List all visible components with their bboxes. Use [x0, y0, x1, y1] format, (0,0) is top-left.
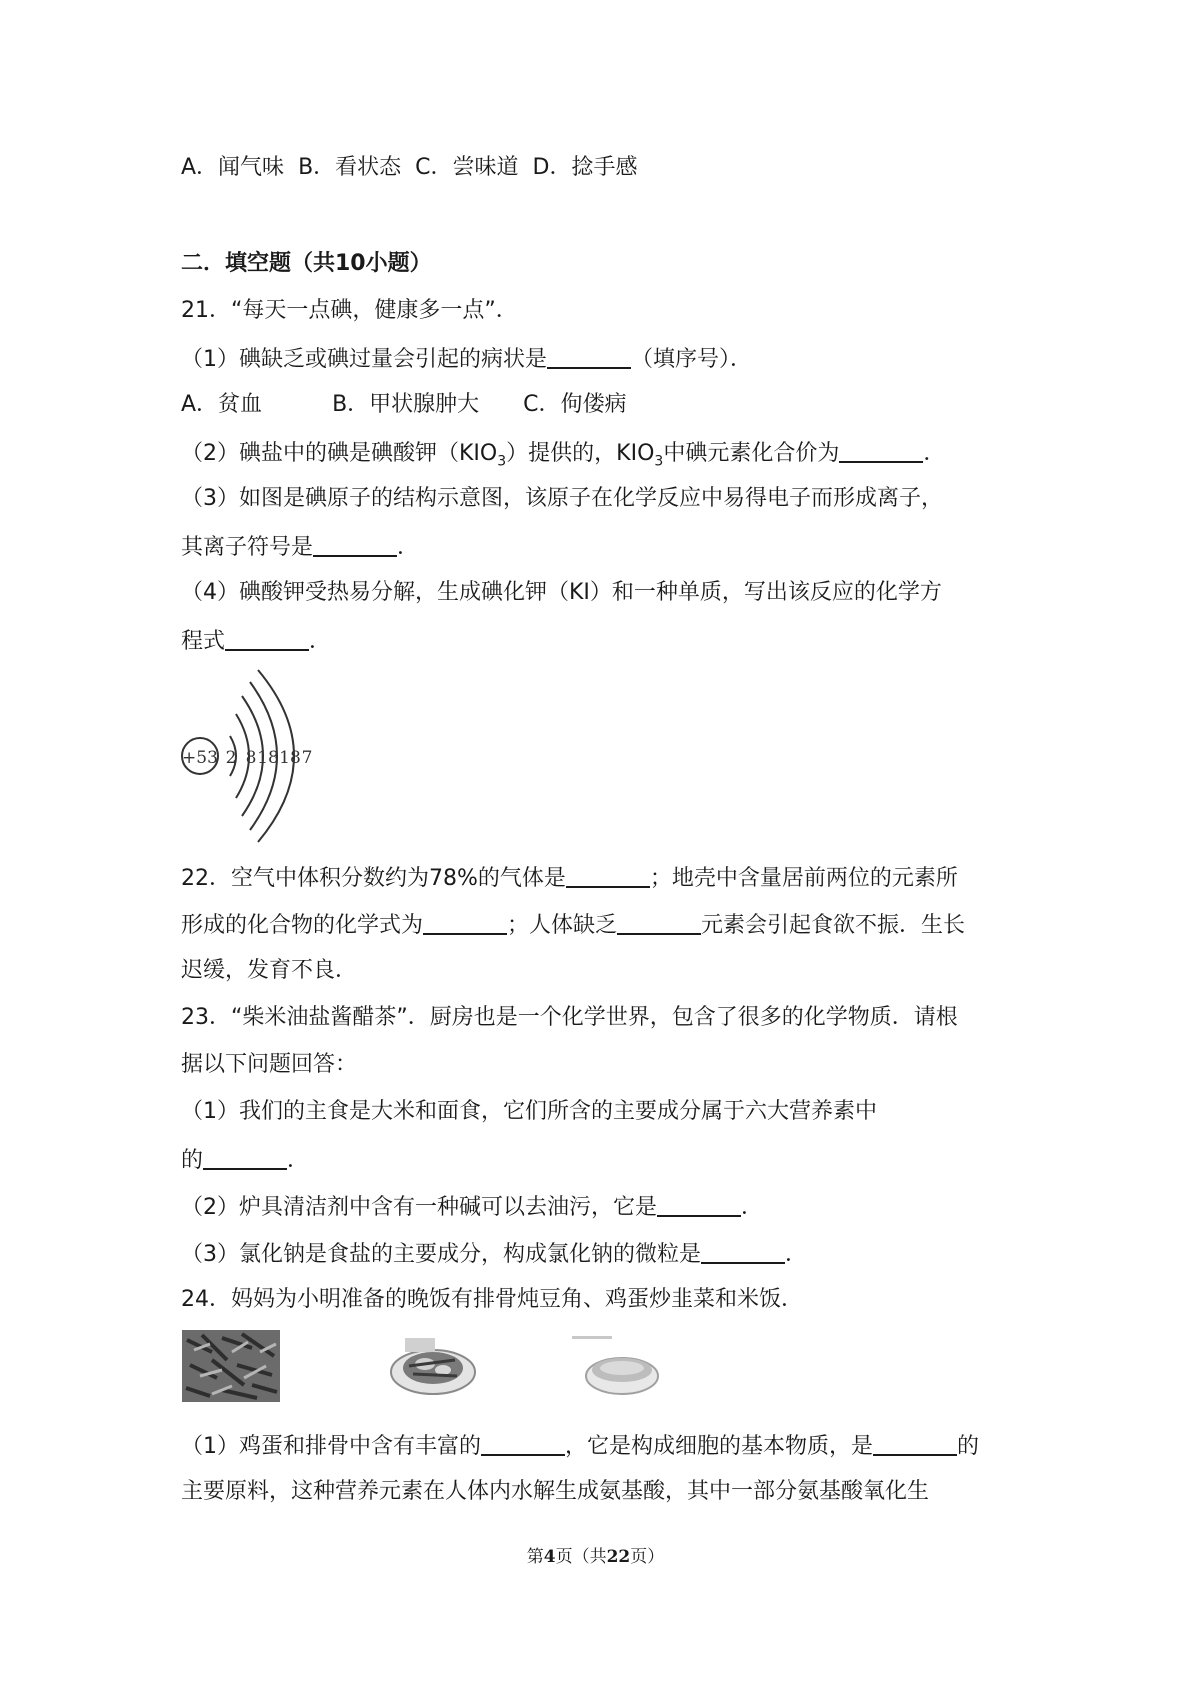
q23-line2: 据以下问题回答： [181, 1052, 358, 1077]
option-b: B．看状态 [298, 155, 402, 180]
ribs-beans-photo [182, 1330, 280, 1402]
iodine-atom-structure-diagram [180, 668, 340, 844]
q23-part1-line1: （1）我们的主食是大米和面食，它们所含的主要成分属于六大营养素中 [181, 1099, 877, 1124]
answer-blank[interactable] [203, 1144, 287, 1170]
answer-blank[interactable] [313, 531, 397, 557]
option-b: B．甲状腺肿大 [332, 392, 480, 417]
option-d: D．捻手感 [532, 155, 638, 180]
shell-electrons-2: 8 [245, 748, 257, 768]
shell-electrons-3: 18 [257, 748, 279, 768]
q21-part3-line2: 其离子符号是 ． [181, 531, 419, 563]
page-footer: 第4页（共22页） [526, 1547, 665, 1567]
q22-line2: 形成的化合物的化学式为 ；人体缺乏 元素会引起食欲不振．生长 [181, 909, 965, 941]
shell-electrons-1: 2 [225, 748, 237, 768]
q21-part4-line1: （4）碘酸钾受热易分解，生成碘化钾（KI）和一种单质，写出该反应的化学方 [181, 580, 942, 605]
egg-chives-photo [385, 1330, 481, 1400]
q23-part3: （3）氯化钠是食盐的主要成分，构成氯化钠的微粒是 ． [181, 1238, 807, 1270]
rice-bowl-photo [568, 1330, 664, 1400]
q24-stem: 24．妈妈为小明准备的晚饭有排骨炖豆角、鸡蛋炒韭菜和米饭． [181, 1287, 803, 1312]
nucleus-charge: +53 [182, 748, 218, 768]
answer-blank[interactable] [225, 625, 309, 651]
answer-blank[interactable] [566, 862, 650, 888]
option-a: A．贫血 [181, 392, 263, 417]
q24-part1-line1: （1）鸡蛋和排骨中含有丰富的 ，它是构成细胞的基本物质，是 的 [181, 1430, 979, 1462]
answer-blank[interactable] [839, 437, 923, 463]
answer-blank[interactable] [481, 1430, 565, 1456]
option-a: A．闻气味 [181, 155, 285, 180]
q21-options [181, 390, 627, 420]
q22-line3: 迟缓，发育不良． [181, 958, 358, 983]
option-c: C．佝偻病 [523, 392, 627, 417]
q24-part1-line2: 主要原料，这种营养元素在人体内水解生成氨基酸，其中一部分氨基酸氧化生 [181, 1479, 930, 1504]
section-title: 二．填空题（共10小题） [181, 251, 432, 276]
answer-blank[interactable] [657, 1191, 741, 1217]
q21-part4-line2: 程式 ． [181, 625, 331, 657]
q21-part3-line1: （3）如图是碘原子的结构示意图，该原子在化学反应中易得电子而形成离子， [181, 486, 943, 511]
total-pages: 22 [606, 1547, 631, 1567]
answer-blank[interactable] [547, 343, 631, 369]
shell-electrons-5: 7 [301, 748, 313, 768]
q20-options-line [181, 153, 637, 183]
q23-line1: 23．“柴米油盐酱醋茶”．厨房也是一个化学世界，包含了很多的化学物质．请根 [181, 1005, 958, 1030]
answer-blank[interactable] [617, 909, 701, 935]
q23-part2: （2）炉具清洁剂中含有一种碱可以去油污，它是 ． [181, 1191, 763, 1223]
q21-stem: 21．“每天一点碘，健康多一点”． [181, 298, 518, 323]
option-c: C．尝味道 [415, 155, 519, 180]
answer-blank[interactable] [873, 1430, 957, 1456]
answer-blank[interactable] [701, 1238, 785, 1264]
shell-electrons-4: 18 [279, 748, 301, 768]
q21-part1: （1）碘缺乏或碘过量会引起的病状是 （填序号）． [181, 343, 752, 375]
q22-line1: 22．空气中体积分数约为78%的气体是 ；地壳中含量居前两位的元素所 [181, 862, 958, 894]
current-page-number: 4 [543, 1547, 556, 1567]
answer-blank[interactable] [423, 909, 507, 935]
q23-part1-line2: 的 ． [181, 1144, 309, 1176]
q21-part2: （2）碘盐中的碘是碘酸钾$(KIO_3)$提供的，$KIO_3$中碘元素化合价为 ． [181, 437, 945, 469]
